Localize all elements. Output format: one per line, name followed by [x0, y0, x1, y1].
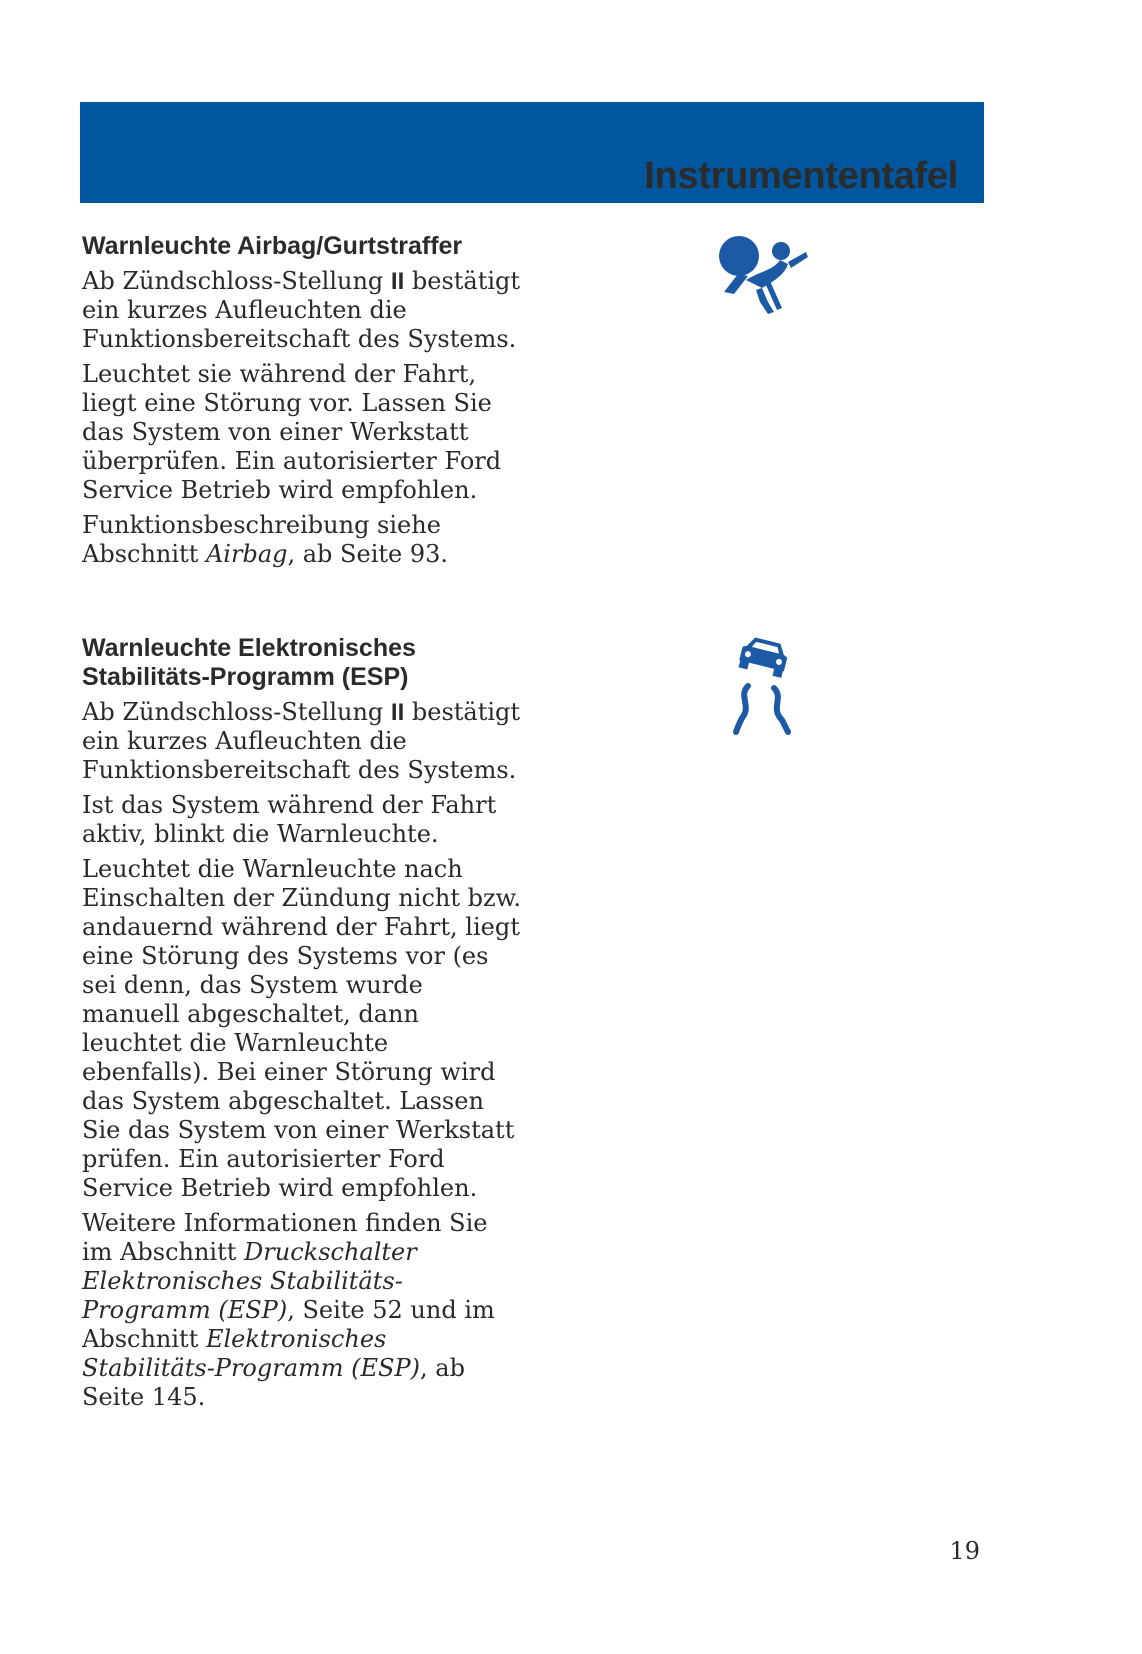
- paragraph: Leuchtet sie während der Fahrt, liegt eine Störung vor. Lassen Sie das System von einer Werkstatt überprüfen. Ein autorisierter Ford Service Betrieb wird empfohlen.: [82, 360, 502, 504]
- paragraph: Weitere Informationen finden Sie im Abschnitt Druckschalter Elektronisches Stabilitäts-Programm (ESP), Seite 52 und im Abschnitt Elektronisches Stabilitäts-Programm (ESP), ab Seite 145.: [82, 1209, 495, 1411]
- paragraph: Leuchtet die Warnleuchte nach Einschalten der Zündung nicht bzw. andauernd während der Fahrt, liegt eine Störung des Systems vor (es sei denn, das System wurde manuell abgeschaltet, dann leuchtet die Warnleuchte ebenfalls). Bei einer Störung wird das System abgeschaltet. Lassen Sie das System von einer Werkstatt prüfen. Ein autorisierter Ford Service Betrieb wird empfohlen.: [82, 855, 521, 1202]
- paragraph: Ab Zündschloss-Stellung II bestätigt ein kurzes Aufleuchten die Funktionsbereitschaft des Systems.: [82, 267, 521, 353]
- section-heading: Warnleuchte Elektronisches Stabilitäts-Programm (ESP): [82, 634, 416, 691]
- esp-skid-car-icon: [730, 636, 796, 738]
- paragraph: Funktionsbeschreibung siehe Abschnitt Airbag, ab Seite 93.: [82, 511, 449, 568]
- page-title: Instrumententafel: [644, 155, 958, 197]
- page-number: 19: [949, 1537, 980, 1565]
- paragraph: Ab Zündschloss-Stellung II bestätigt ein kurzes Aufleuchten die Funktionsbereitschaft des Systems.: [82, 698, 521, 784]
- section-heading: Warnleuchte Airbag/Gurtstraffer: [82, 232, 463, 260]
- section-esp: [82, 634, 522, 1420]
- header-band: [80, 102, 984, 203]
- paragraph: Ist das System während der Fahrt aktiv, blinkt die Warnleuchte.: [82, 791, 497, 848]
- airbag-warning-icon: [716, 232, 812, 318]
- section-airbag: [82, 232, 522, 577]
